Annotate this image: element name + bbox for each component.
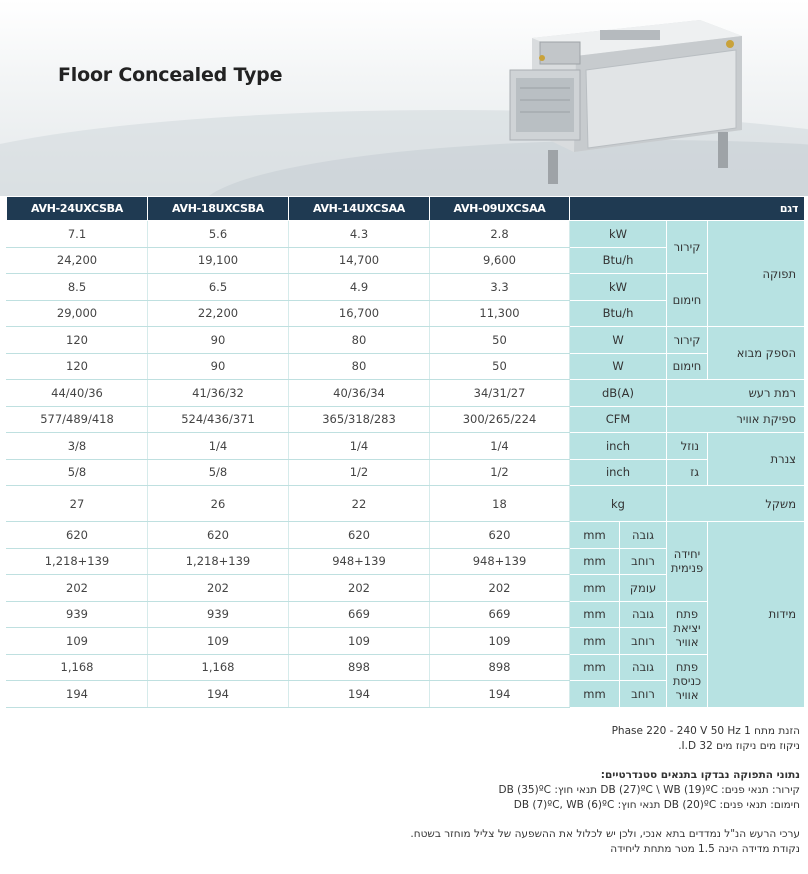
spec-table [6, 196, 805, 708]
model-header: AVH-14UXCSAA [289, 197, 430, 221]
table-cell: 40/36/34 [289, 380, 430, 407]
table-cell: 16,700 [289, 300, 430, 327]
table-cell: 109 [289, 628, 430, 655]
noise-note: ערכי הרעש הנ"ל נמדדים בתא אנכי, ולכן יש לכלול את ההשפעה של צליל מוחזר בשטח. [410, 828, 800, 840]
table-cell: 620 [289, 522, 430, 549]
table-cell: 1,168 [148, 654, 289, 681]
table-cell: 1,218+139 [148, 548, 289, 575]
table-cell: 3/8 [7, 433, 148, 460]
measure-point-note: נקודת מדידה הינה 1.5 מטר מתחת ליחידה [610, 843, 800, 855]
unit-cell: mm [570, 548, 620, 575]
table-cell: 1,168 [7, 654, 148, 681]
unit-cell: mm [570, 601, 620, 628]
table-row [7, 601, 805, 628]
table-cell: 1/4 [430, 433, 570, 460]
row-label-cell: ספיקת אוויר [667, 406, 805, 433]
unit-cell: inch [570, 433, 667, 460]
dimension-label-cell: רוחב [620, 681, 667, 708]
sub-label-cell: פתח יציאת אוויר [667, 601, 708, 654]
sub-label-cell: נוזל [667, 433, 708, 460]
row-label-cell: רמת רעש [667, 380, 805, 407]
table-cell: 8.5 [7, 274, 148, 301]
sub-label-cell: חימום [667, 353, 708, 380]
table-cell: 669 [430, 601, 570, 628]
table-cell: 34/31/27 [430, 380, 570, 407]
sub-label-cell: גז [667, 459, 708, 486]
table-cell: 4.3 [289, 221, 430, 248]
table-cell: 194 [148, 681, 289, 708]
table-cell: 19,100 [148, 247, 289, 274]
table-cell: 1/4 [148, 433, 289, 460]
unit-cell: kW [570, 221, 667, 248]
model-header: AVH-18UXCSBA [148, 197, 289, 221]
row-label-cell: משקל [667, 486, 805, 522]
table-cell: 109 [7, 628, 148, 655]
row-label-cell: צנרת [708, 433, 805, 486]
table-cell: 948+139 [289, 548, 430, 575]
table-cell: 2.8 [430, 221, 570, 248]
table-row [7, 459, 805, 486]
table-cell: 120 [7, 327, 148, 354]
unit-cell: W [570, 353, 667, 380]
table-cell: 9,600 [430, 247, 570, 274]
table-row [7, 380, 805, 407]
sub-label-cell: קירור [667, 221, 708, 274]
unit-cell: mm [570, 681, 620, 708]
table-cell: 1/4 [289, 433, 430, 460]
unit-cell: dB(A) [570, 380, 667, 407]
table-cell: 620 [148, 522, 289, 549]
model-header: AVH-24UXCSBA [7, 197, 148, 221]
table-cell: 202 [148, 575, 289, 602]
sub-label-cell: יחידה פנימית [667, 522, 708, 602]
dimension-label-cell: עומק [620, 575, 667, 602]
table-cell: 6.5 [148, 274, 289, 301]
drain-note: ניקוז מים ניקוז מים I.D 32. [678, 740, 800, 752]
unit-cell: mm [570, 628, 620, 655]
table-cell: 29,000 [7, 300, 148, 327]
table-cell: 22,200 [148, 300, 289, 327]
table-cell: 11,300 [430, 300, 570, 327]
table-cell: 194 [430, 681, 570, 708]
table-cell: 202 [289, 575, 430, 602]
table-cell: 939 [148, 601, 289, 628]
unit-cell: CFM [570, 406, 667, 433]
row-label-cell: הספק מבוא [708, 327, 805, 380]
table-row [7, 221, 805, 248]
table-cell: 3.3 [430, 274, 570, 301]
table-cell: 24,200 [7, 247, 148, 274]
heating-conditions-note: חימום: תנאי פנים: DB (20)ºC תנאי חוץ: DB (7)ºC, WB (6)ºC [513, 799, 800, 811]
table-row [7, 654, 805, 681]
unit-cell: mm [570, 522, 620, 549]
sub-label-cell: פתח כניסת אוויר [667, 654, 708, 707]
row-label-cell: תפוקה [708, 221, 805, 327]
unit-cell: W [570, 327, 667, 354]
table-cell: 44/40/36 [7, 380, 148, 407]
page-title: Floor Concealed Type [58, 64, 283, 86]
table-cell: 577/489/418 [7, 406, 148, 433]
model-label-header: דגם [570, 197, 805, 221]
table-row [7, 274, 805, 301]
table-row [7, 522, 805, 549]
power-supply-note: הזנת מתח 1 Phase 220 - 240 V 50 Hz [611, 725, 800, 737]
dimension-label-cell: גובה [620, 601, 667, 628]
table-row [7, 406, 805, 433]
unit-cell: mm [570, 654, 620, 681]
table-cell: 4.9 [289, 274, 430, 301]
table-cell: 898 [430, 654, 570, 681]
unit-cell: mm [570, 575, 620, 602]
table-row [7, 486, 805, 522]
unit-cell: kW [570, 274, 667, 301]
table-cell: 18 [430, 486, 570, 522]
dimension-label-cell: רוחב [620, 548, 667, 575]
notes-section [200, 724, 800, 857]
sub-label-cell: חימום [667, 274, 708, 327]
unit-cell: inch [570, 459, 667, 486]
table-row [7, 353, 805, 380]
table-cell: 90 [148, 353, 289, 380]
table-cell: 22 [289, 486, 430, 522]
cooling-conditions-note: קירור: תנאי פנים: DB (27)ºC \ WB (19)ºC תנאי חוץ: DB (35)ºC [498, 784, 800, 796]
table-cell: 194 [7, 681, 148, 708]
table-row [7, 433, 805, 460]
table-cell: 120 [7, 353, 148, 380]
unit-cell: Btu/h [570, 247, 667, 274]
table-cell: 27 [7, 486, 148, 522]
table-cell: 194 [289, 681, 430, 708]
table-cell: 109 [430, 628, 570, 655]
table-cell: 80 [289, 327, 430, 354]
table-cell: 898 [289, 654, 430, 681]
table-cell: 948+139 [430, 548, 570, 575]
table-cell: 365/318/283 [289, 406, 430, 433]
table-cell: 90 [148, 327, 289, 354]
hero-banner [0, 0, 808, 196]
table-row [7, 327, 805, 354]
table-cell: 26 [148, 486, 289, 522]
table-cell: 620 [430, 522, 570, 549]
dimension-label-cell: גובה [620, 654, 667, 681]
floor-concealed-unit-image [490, 10, 750, 190]
table-cell: 939 [7, 601, 148, 628]
table-cell: 620 [7, 522, 148, 549]
table-cell: 14,700 [289, 247, 430, 274]
table-cell: 109 [148, 628, 289, 655]
table-cell: 50 [430, 353, 570, 380]
table-cell: 5/8 [148, 459, 289, 486]
table-cell: 80 [289, 353, 430, 380]
table-cell: 50 [430, 327, 570, 354]
table-cell: 1/2 [430, 459, 570, 486]
model-header: AVH-09UXCSAA [430, 197, 570, 221]
table-cell: 5/8 [7, 459, 148, 486]
table-cell: 1/2 [289, 459, 430, 486]
row-label-cell: מידות [708, 522, 805, 708]
table-cell: 524/436/371 [148, 406, 289, 433]
table-cell: 1,218+139 [7, 548, 148, 575]
table-cell: 300/265/224 [430, 406, 570, 433]
dimension-label-cell: רוחב [620, 628, 667, 655]
table-cell: 41/36/32 [148, 380, 289, 407]
table-cell: 7.1 [7, 221, 148, 248]
standard-conditions-title: נתוני התפוקה נבדקו בתנאים סטנדרטיים: [600, 769, 800, 781]
table-header-row [7, 197, 805, 221]
unit-cell: kg [570, 486, 667, 522]
sub-label-cell: קירור [667, 327, 708, 354]
table-cell: 669 [289, 601, 430, 628]
unit-cell: Btu/h [570, 300, 667, 327]
table-cell: 5.6 [148, 221, 289, 248]
table-cell: 202 [430, 575, 570, 602]
dimension-label-cell: גובה [620, 522, 667, 549]
table-cell: 202 [7, 575, 148, 602]
